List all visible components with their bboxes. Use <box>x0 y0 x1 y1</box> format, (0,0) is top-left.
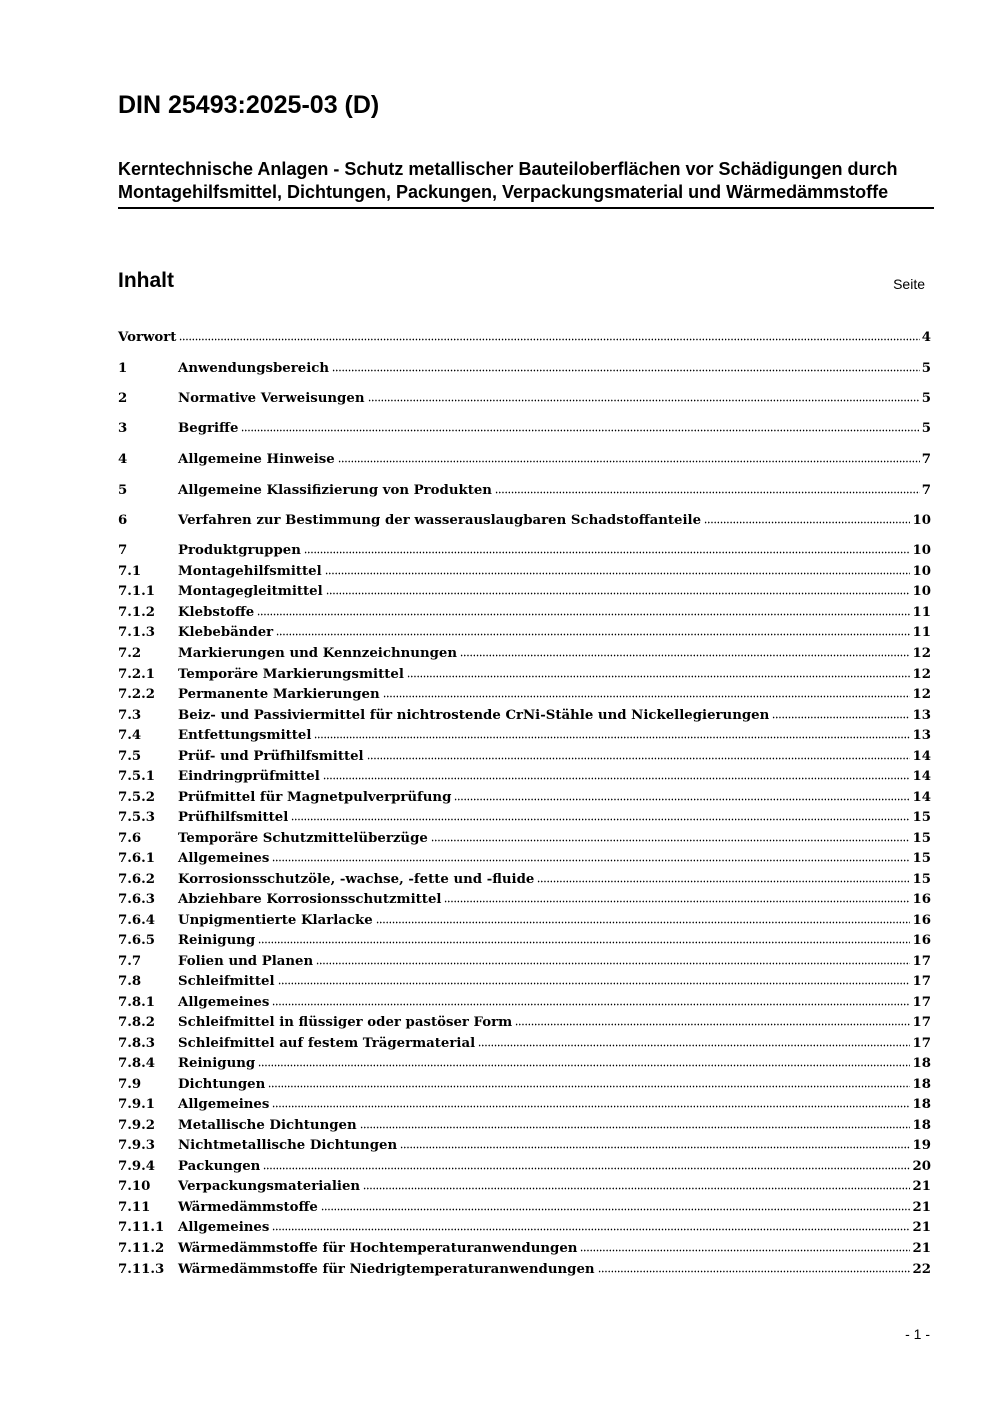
toc-entry[interactable] <box>118 478 931 498</box>
toc-entry-number: 6 <box>118 513 128 528</box>
document-id: DIN 25493:2025-03 (D) <box>118 91 380 119</box>
toc-entry[interactable] <box>118 1236 931 1256</box>
dot-leader <box>314 735 910 739</box>
toc-entry-title: Verpackungsmaterialien <box>178 1179 361 1194</box>
toc-entry-title: Allgemeines <box>178 995 270 1010</box>
toc-entry-title: Dichtungen <box>178 1077 266 1092</box>
dot-leader <box>376 920 911 924</box>
toc-entry-page: 13 <box>912 708 931 723</box>
dot-leader <box>444 899 910 903</box>
toc-entry-number: 7.8.2 <box>118 1015 156 1030</box>
toc-entry-title: Reinigung <box>178 1056 256 1071</box>
toc-entry[interactable] <box>118 1195 931 1215</box>
toc-entry-page: 18 <box>912 1097 931 1112</box>
dot-leader <box>179 337 919 341</box>
toc-entry-title: Klebstoffe <box>178 605 255 620</box>
toc-entry[interactable] <box>118 805 931 825</box>
toc-entry-page: 11 <box>912 605 931 620</box>
toc-entry-title: Metallische Dichtungen <box>178 1118 357 1133</box>
toc-entry[interactable] <box>118 356 931 376</box>
dot-leader <box>704 520 910 524</box>
toc-entry[interactable] <box>118 785 931 805</box>
toc-entry-title: Unpigmentierte Klarlacke <box>178 913 373 928</box>
toc-entry-page: 15 <box>912 872 931 887</box>
toc-entry-title: Prüfhilfsmittel <box>178 810 289 825</box>
toc-entry-page: 15 <box>912 831 931 846</box>
toc-entry-page: 16 <box>912 913 931 928</box>
toc-entry-page: 5 <box>921 361 931 376</box>
dot-leader <box>272 1002 910 1006</box>
dot-leader <box>258 1063 910 1067</box>
toc-entry[interactable] <box>118 1031 931 1051</box>
dot-leader <box>272 858 910 862</box>
toc-entry-number: 7.6.3 <box>118 892 156 907</box>
dot-leader <box>263 1166 910 1170</box>
toc-entry-page: 5 <box>921 421 931 436</box>
toc-entry[interactable] <box>118 641 931 661</box>
toc-entry-page: 20 <box>912 1159 931 1174</box>
toc-entry-number: 7.8.1 <box>118 995 156 1010</box>
toc-entry[interactable] <box>118 559 931 579</box>
toc-entry-title: Permanente Markierungen <box>178 687 380 702</box>
toc-entry-number: 7.8.4 <box>118 1056 156 1071</box>
toc-entry-title: Eindringprüfmittel <box>178 769 320 784</box>
toc-entry-number: 7.2.2 <box>118 687 156 702</box>
toc-entry[interactable] <box>118 600 931 620</box>
dot-leader <box>258 940 910 944</box>
dot-leader <box>537 879 910 883</box>
toc-entry-page: 14 <box>912 769 931 784</box>
toc-entry-number: 7.6.5 <box>118 933 156 948</box>
dot-leader <box>321 1207 911 1211</box>
dot-leader <box>363 1186 910 1190</box>
toc-entry-page: 14 <box>912 749 931 764</box>
toc-entry-title: Beiz- und Passiviermittel für nichtrostende CrNi-Stähle und Nickellegierungen <box>178 708 770 723</box>
dot-leader <box>495 490 920 494</box>
toc-entry-number: 7.1.1 <box>118 584 156 599</box>
dot-leader <box>338 459 920 463</box>
toc-entry[interactable] <box>118 764 931 784</box>
toc-entry-page: 21 <box>912 1200 931 1215</box>
toc-entry[interactable] <box>118 508 931 528</box>
toc-entry-number: 7.1.2 <box>118 605 156 620</box>
dot-leader <box>400 1145 910 1149</box>
toc-entry-page: 10 <box>912 513 931 528</box>
toc-entry-title: Anwendungsbereich <box>178 361 330 376</box>
dot-leader <box>478 1043 910 1047</box>
toc-entry-title: Prüf- und Prüfhilfsmittel <box>178 749 364 764</box>
toc-entry-number: 7.10 <box>118 1179 151 1194</box>
dot-leader <box>272 1104 910 1108</box>
toc-entry[interactable] <box>118 969 931 989</box>
toc-entry-page: 12 <box>912 646 931 661</box>
toc-entry-title: Packungen <box>178 1159 261 1174</box>
toc-entry[interactable] <box>118 1113 931 1133</box>
toc-entry-number: 7.8 <box>118 974 142 989</box>
toc-entry[interactable] <box>118 386 931 406</box>
toc-heading: Inhalt <box>118 269 174 292</box>
toc-entry[interactable] <box>118 325 931 345</box>
dot-leader <box>772 715 910 719</box>
toc-entry-number: 7.5 <box>118 749 142 764</box>
toc-entry-number: 7.5.3 <box>118 810 156 825</box>
toc-entry-page: 11 <box>912 625 931 640</box>
page-number: - 1 - <box>905 1326 930 1342</box>
toc-entry[interactable] <box>118 846 931 866</box>
dot-leader <box>316 961 910 965</box>
toc-entry-number: 7.9.4 <box>118 1159 156 1174</box>
toc-entry-number: 7.11.1 <box>118 1220 165 1235</box>
dot-leader <box>257 612 910 616</box>
dot-leader <box>360 1125 911 1129</box>
toc-entry-page: 14 <box>912 790 931 805</box>
dot-leader <box>515 1022 910 1026</box>
toc-entry[interactable] <box>118 1257 931 1277</box>
toc-page-column-label: Seite <box>893 276 925 292</box>
toc-entry-number: 1 <box>118 361 128 376</box>
toc-entry-page: 17 <box>912 1036 931 1051</box>
toc-entry-page: 17 <box>912 995 931 1010</box>
toc-entry[interactable] <box>118 662 931 682</box>
toc-entry-page: 15 <box>912 851 931 866</box>
toc-entry-title: Montagehilfsmittel <box>178 564 322 579</box>
dot-leader <box>241 428 919 432</box>
toc-entry-page: 10 <box>912 564 931 579</box>
toc-entry-title: Allgemeine Hinweise <box>178 452 335 467</box>
toc-entry-title: Allgemeines <box>178 851 270 866</box>
toc-entry[interactable] <box>118 416 931 436</box>
toc-entry-page: 18 <box>912 1056 931 1071</box>
toc-entry[interactable] <box>118 1051 931 1071</box>
dot-leader <box>323 776 911 780</box>
toc-entry-title: Temporäre Schutzmittelüberzüge <box>178 831 428 846</box>
toc-entry[interactable] <box>118 1092 931 1112</box>
toc-entry-number: 7.1 <box>118 564 142 579</box>
dot-leader <box>326 591 911 595</box>
dot-leader <box>278 981 911 985</box>
toc-entry-page: 18 <box>912 1118 931 1133</box>
toc-entry-number: 7.9.2 <box>118 1118 156 1133</box>
dot-leader <box>276 632 910 636</box>
toc-entry-title: Korrosionsschutzöle, -wachse, -fette und -fluide <box>178 872 535 887</box>
toc-entry-title: Allgemeine Klassifizierung von Produkten <box>178 483 492 498</box>
dot-leader <box>291 817 910 821</box>
dot-leader <box>431 838 911 842</box>
toc-entry[interactable] <box>118 447 931 467</box>
toc-entry-title: Prüfmittel für Magnetpulverprüfung <box>178 790 452 805</box>
toc-entry-title: Schleifmittel in flüssiger oder pastöser Form <box>178 1015 513 1030</box>
toc-entry[interactable] <box>118 1133 931 1153</box>
toc-entry-title: Produktgruppen <box>178 543 301 558</box>
dot-leader <box>454 797 910 801</box>
dot-leader <box>367 756 911 760</box>
dot-leader <box>407 674 911 678</box>
toc-entry[interactable] <box>118 908 931 928</box>
dot-leader <box>325 571 911 575</box>
toc-entry-title: Verfahren zur Bestimmung der wasserauslaugbaren Schadstoffanteile <box>178 513 702 528</box>
toc-entry-page: 16 <box>912 933 931 948</box>
toc-entry[interactable] <box>118 928 931 948</box>
toc-entry-title: Schleifmittel <box>178 974 275 989</box>
toc-entry-title: Montagegleitmittel <box>178 584 323 599</box>
toc-entry-title: Folien und Planen <box>178 954 314 969</box>
toc-entry-number: 7.3 <box>118 708 142 723</box>
toc-entry[interactable] <box>118 1174 931 1194</box>
toc-entry-title: Reinigung <box>178 933 256 948</box>
toc-entry-number: 3 <box>118 421 128 436</box>
toc-entry-title: Schleifmittel auf festem Trägermaterial <box>178 1036 476 1051</box>
toc-entry-title: Allgemeines <box>178 1220 270 1235</box>
toc-entry-page: 18 <box>912 1077 931 1092</box>
toc-entry-number: 7.6.1 <box>118 851 156 866</box>
toc-entry-number: 7.2 <box>118 646 142 661</box>
toc-entry-number: 7.6.4 <box>118 913 156 928</box>
toc-entry-page: 10 <box>912 584 931 599</box>
toc-entry[interactable] <box>118 538 931 558</box>
toc-entry-page: 7 <box>921 452 931 467</box>
toc-entry[interactable] <box>118 887 931 907</box>
toc-entry[interactable] <box>118 1010 931 1030</box>
toc-entry-number: 7.6.2 <box>118 872 156 887</box>
toc-entry-page: 15 <box>912 810 931 825</box>
toc-entry-page: 7 <box>921 483 931 498</box>
toc-entry-page: 22 <box>912 1262 931 1277</box>
toc-entry-title: Temporäre Markierungsmittel <box>178 667 404 682</box>
toc-entry-title: Normative Verweisungen <box>178 391 365 406</box>
toc-entry-number: 7.9 <box>118 1077 142 1092</box>
toc-entry-number: 7.11.2 <box>118 1241 165 1256</box>
toc-entry[interactable] <box>118 1072 931 1092</box>
toc-entry-page: 19 <box>912 1138 931 1153</box>
dot-leader <box>332 368 920 372</box>
dot-leader <box>268 1084 910 1088</box>
toc-entry-number: 7.5.2 <box>118 790 156 805</box>
toc-entry-page: 13 <box>912 728 931 743</box>
toc-entry[interactable] <box>118 682 931 702</box>
toc-entry[interactable] <box>118 949 931 969</box>
toc-entry-number: 7.4 <box>118 728 142 743</box>
toc-entry-number: 7.1.3 <box>118 625 156 640</box>
toc-entry[interactable] <box>118 1154 931 1174</box>
toc-entry-page: 21 <box>912 1220 931 1235</box>
toc-entry-page: 12 <box>912 687 931 702</box>
toc-entry-number: 7.9.1 <box>118 1097 156 1112</box>
toc-entry-title: Wärmedämmstoffe <box>178 1200 318 1215</box>
toc-entry[interactable] <box>118 620 931 640</box>
toc-entry[interactable] <box>118 826 931 846</box>
toc-entry-page: 21 <box>912 1179 931 1194</box>
toc-entry-title: Wärmedämmstoffe für Hochtemperaturanwendungen <box>178 1241 578 1256</box>
toc-entry-page: 5 <box>921 391 931 406</box>
toc-entry[interactable] <box>118 723 931 743</box>
toc-entry-title: Nichtmetallische Dichtungen <box>178 1138 398 1153</box>
toc-entry-number: 7.5.1 <box>118 769 156 784</box>
toc-entry-page: 17 <box>912 974 931 989</box>
dot-leader <box>598 1269 911 1273</box>
dot-leader <box>272 1227 910 1231</box>
toc-entry-number: 5 <box>118 483 128 498</box>
toc-entry-title: Wärmedämmstoffe für Niedrigtemperaturanwendungen <box>178 1262 595 1277</box>
toc-entry[interactable] <box>118 1215 931 1235</box>
dot-leader <box>460 653 910 657</box>
toc-entry-page: 17 <box>912 1015 931 1030</box>
toc-entry-number: 7.11 <box>118 1200 151 1215</box>
toc-entry-number: 7 <box>118 543 128 558</box>
toc-entry-number: 7.7 <box>118 954 142 969</box>
dot-leader <box>304 550 911 554</box>
document-title: Kerntechnische Anlagen - Schutz metallischer Bauteiloberflächen vor Schädigungen durch Montagehilfsmittel, Dichtungen, Packungen, Verpackungsmaterial und Wärmedämmstoffe <box>118 158 934 209</box>
toc-entry-number: 7.11.3 <box>118 1262 165 1277</box>
toc-entry-number: 4 <box>118 452 128 467</box>
toc-entry-page: 16 <box>912 892 931 907</box>
toc-entry-title: Vorwort <box>118 330 177 345</box>
toc-entry[interactable] <box>118 990 931 1010</box>
toc-entry-number: 7.9.3 <box>118 1138 156 1153</box>
toc-entry-title: Begriffe <box>178 421 239 436</box>
dot-leader <box>368 398 920 402</box>
toc-entry-page: 10 <box>912 543 931 558</box>
toc-entry-number: 7.6 <box>118 831 142 846</box>
dot-leader <box>383 694 911 698</box>
toc-entry-page: 12 <box>912 667 931 682</box>
toc-entry-number: 7.8.3 <box>118 1036 156 1051</box>
toc-entry-number: 2 <box>118 391 128 406</box>
toc-entry-title: Allgemeines <box>178 1097 270 1112</box>
toc-entry-page: 17 <box>912 954 931 969</box>
toc-entry-title: Entfettungsmittel <box>178 728 312 743</box>
toc-entry[interactable] <box>118 744 931 764</box>
toc-entry[interactable] <box>118 703 931 723</box>
toc-entry-page: 4 <box>921 330 931 345</box>
toc-entry-title: Klebebänder <box>178 625 274 640</box>
toc-entry[interactable] <box>118 579 931 599</box>
dot-leader <box>580 1248 910 1252</box>
toc-entry-number: 7.2.1 <box>118 667 156 682</box>
toc-entry[interactable] <box>118 867 931 887</box>
toc-entry-title: Markierungen und Kennzeichnungen <box>178 646 458 661</box>
toc-entry-page: 21 <box>912 1241 931 1256</box>
toc-entry-title: Abziehbare Korrosionsschutzmittel <box>178 892 442 907</box>
